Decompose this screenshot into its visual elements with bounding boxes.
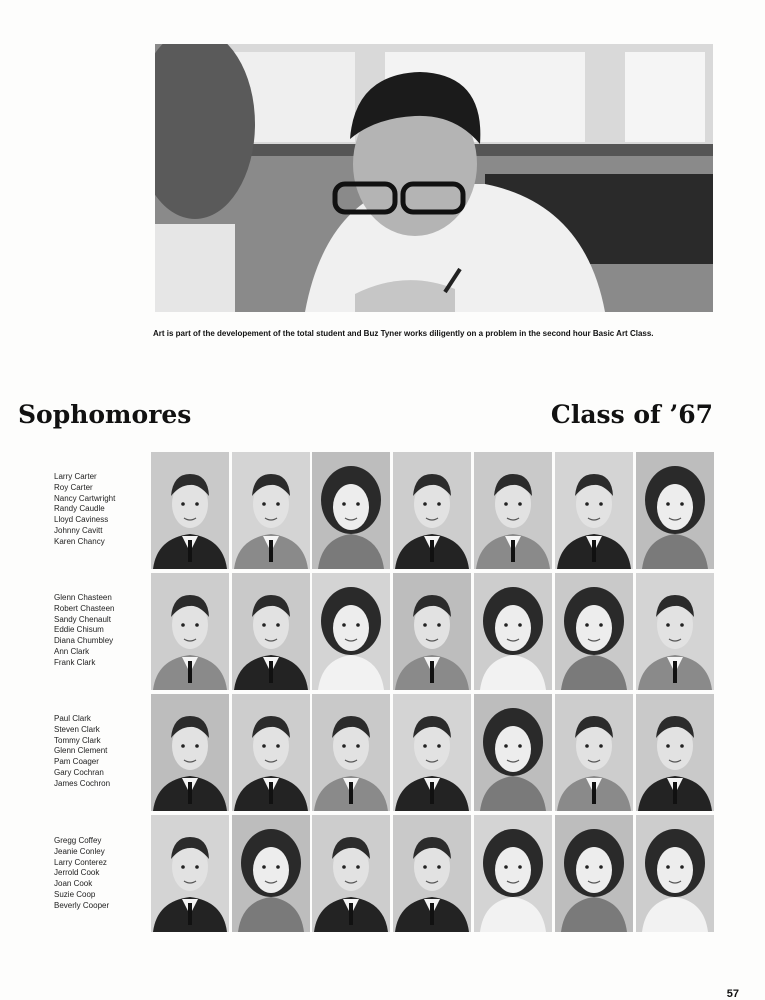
portrait-image xyxy=(555,815,633,932)
student-name: Pam Coager xyxy=(54,757,99,767)
photo-caption: Art is part of the developement of the total student and Buz Tyner works diligently on a problem in the second hour Basic Art Class. xyxy=(153,329,654,338)
student-name: Larry Conterez xyxy=(54,857,107,867)
student-name: Gary Cochran xyxy=(54,767,104,777)
student-name: Glenn Clement xyxy=(54,746,108,756)
student-name: Jerrold Cook xyxy=(54,868,100,878)
portrait-image xyxy=(474,694,552,811)
student-portrait xyxy=(636,815,714,932)
student-portrait xyxy=(151,452,229,569)
portrait-image xyxy=(636,573,714,690)
student-portrait xyxy=(555,694,633,811)
student-name: Ann Clark xyxy=(54,646,90,656)
name-list-row-1 xyxy=(54,472,149,548)
student-name: Jeanie Conley xyxy=(54,846,105,856)
student-portrait xyxy=(151,573,229,690)
portrait-image xyxy=(393,573,471,690)
portrait-image xyxy=(312,694,390,811)
portrait-image xyxy=(636,815,714,932)
student-name: Joan Cook xyxy=(54,879,93,889)
student-portrait xyxy=(312,815,390,932)
student-name: Johnny Cavitt xyxy=(54,525,103,535)
student-portrait xyxy=(474,573,552,690)
student-name: Eddie Chisum xyxy=(54,625,104,635)
student-name: Karen Chancy xyxy=(54,536,105,546)
student-portrait xyxy=(555,452,633,569)
top-photo xyxy=(155,44,713,312)
student-portrait xyxy=(474,694,552,811)
portrait-image xyxy=(151,452,229,569)
portrait-image xyxy=(312,452,390,569)
portrait-image xyxy=(555,452,633,569)
student-name: Larry Carter xyxy=(54,472,97,481)
portrait-image xyxy=(232,452,310,569)
portrait-image xyxy=(232,815,310,932)
student-portrait xyxy=(636,452,714,569)
student-name: Roy Carter xyxy=(54,482,93,492)
student-portrait xyxy=(393,694,471,811)
student-portrait xyxy=(232,815,310,932)
student-name: Gregg Coffey xyxy=(54,836,102,845)
student-name: James Cochron xyxy=(54,778,111,788)
student-portrait xyxy=(312,694,390,811)
section-heading-sophomores: Sophomores xyxy=(18,400,192,429)
section-heading-class-year: Class of ’67 xyxy=(550,400,713,429)
student-portrait xyxy=(474,815,552,932)
name-list-row-4 xyxy=(54,836,149,912)
portrait-image xyxy=(636,452,714,569)
name-list-row-2 xyxy=(54,593,149,669)
student-name: Steven Clark xyxy=(54,724,100,734)
student-portrait xyxy=(474,452,552,569)
portrait-image xyxy=(232,573,310,690)
portrait-image xyxy=(474,452,552,569)
student-name: Frank Clark xyxy=(54,657,96,667)
student-name: Glenn Chasteen xyxy=(54,593,112,602)
student-portrait xyxy=(555,815,633,932)
student-name: Randy Caudle xyxy=(54,504,105,514)
portrait-image xyxy=(393,815,471,932)
student-portrait xyxy=(636,694,714,811)
portrait-image xyxy=(232,694,310,811)
student-name: Beverly Cooper xyxy=(54,900,110,910)
student-name: Robert Chasteen xyxy=(54,603,115,613)
name-list-row-3 xyxy=(54,714,149,790)
student-portrait xyxy=(312,452,390,569)
student-portrait xyxy=(393,573,471,690)
portrait-image xyxy=(151,573,229,690)
student-name: Diana Chumbley xyxy=(54,636,114,646)
portrait-image xyxy=(312,573,390,690)
student-name: Suzie Coop xyxy=(54,889,96,899)
portrait-image xyxy=(151,815,229,932)
student-portrait xyxy=(151,694,229,811)
student-name: Sandy Chenault xyxy=(54,614,111,624)
page-number: 57 xyxy=(726,988,739,1000)
student-portrait xyxy=(393,452,471,569)
portrait-image xyxy=(474,815,552,932)
student-portrait xyxy=(232,452,310,569)
student-name: Nancy Cartwright xyxy=(54,493,116,503)
portrait-image xyxy=(393,452,471,569)
student-portrait xyxy=(232,694,310,811)
student-portrait xyxy=(555,573,633,690)
student-name: Lloyd Caviness xyxy=(54,515,109,525)
portrait-image xyxy=(555,694,633,811)
student-portrait xyxy=(393,815,471,932)
portrait-image xyxy=(393,694,471,811)
portrait-image xyxy=(312,815,390,932)
portrait-image xyxy=(555,573,633,690)
student-name: Paul Clark xyxy=(54,714,91,723)
portrait-image xyxy=(151,694,229,811)
portrait-image xyxy=(474,573,552,690)
student-portrait xyxy=(151,815,229,932)
portrait-image xyxy=(636,694,714,811)
art-class-photo xyxy=(155,44,713,312)
student-portrait xyxy=(232,573,310,690)
student-name: Tommy Clark xyxy=(54,735,101,745)
student-portrait xyxy=(312,573,390,690)
student-portrait xyxy=(636,573,714,690)
